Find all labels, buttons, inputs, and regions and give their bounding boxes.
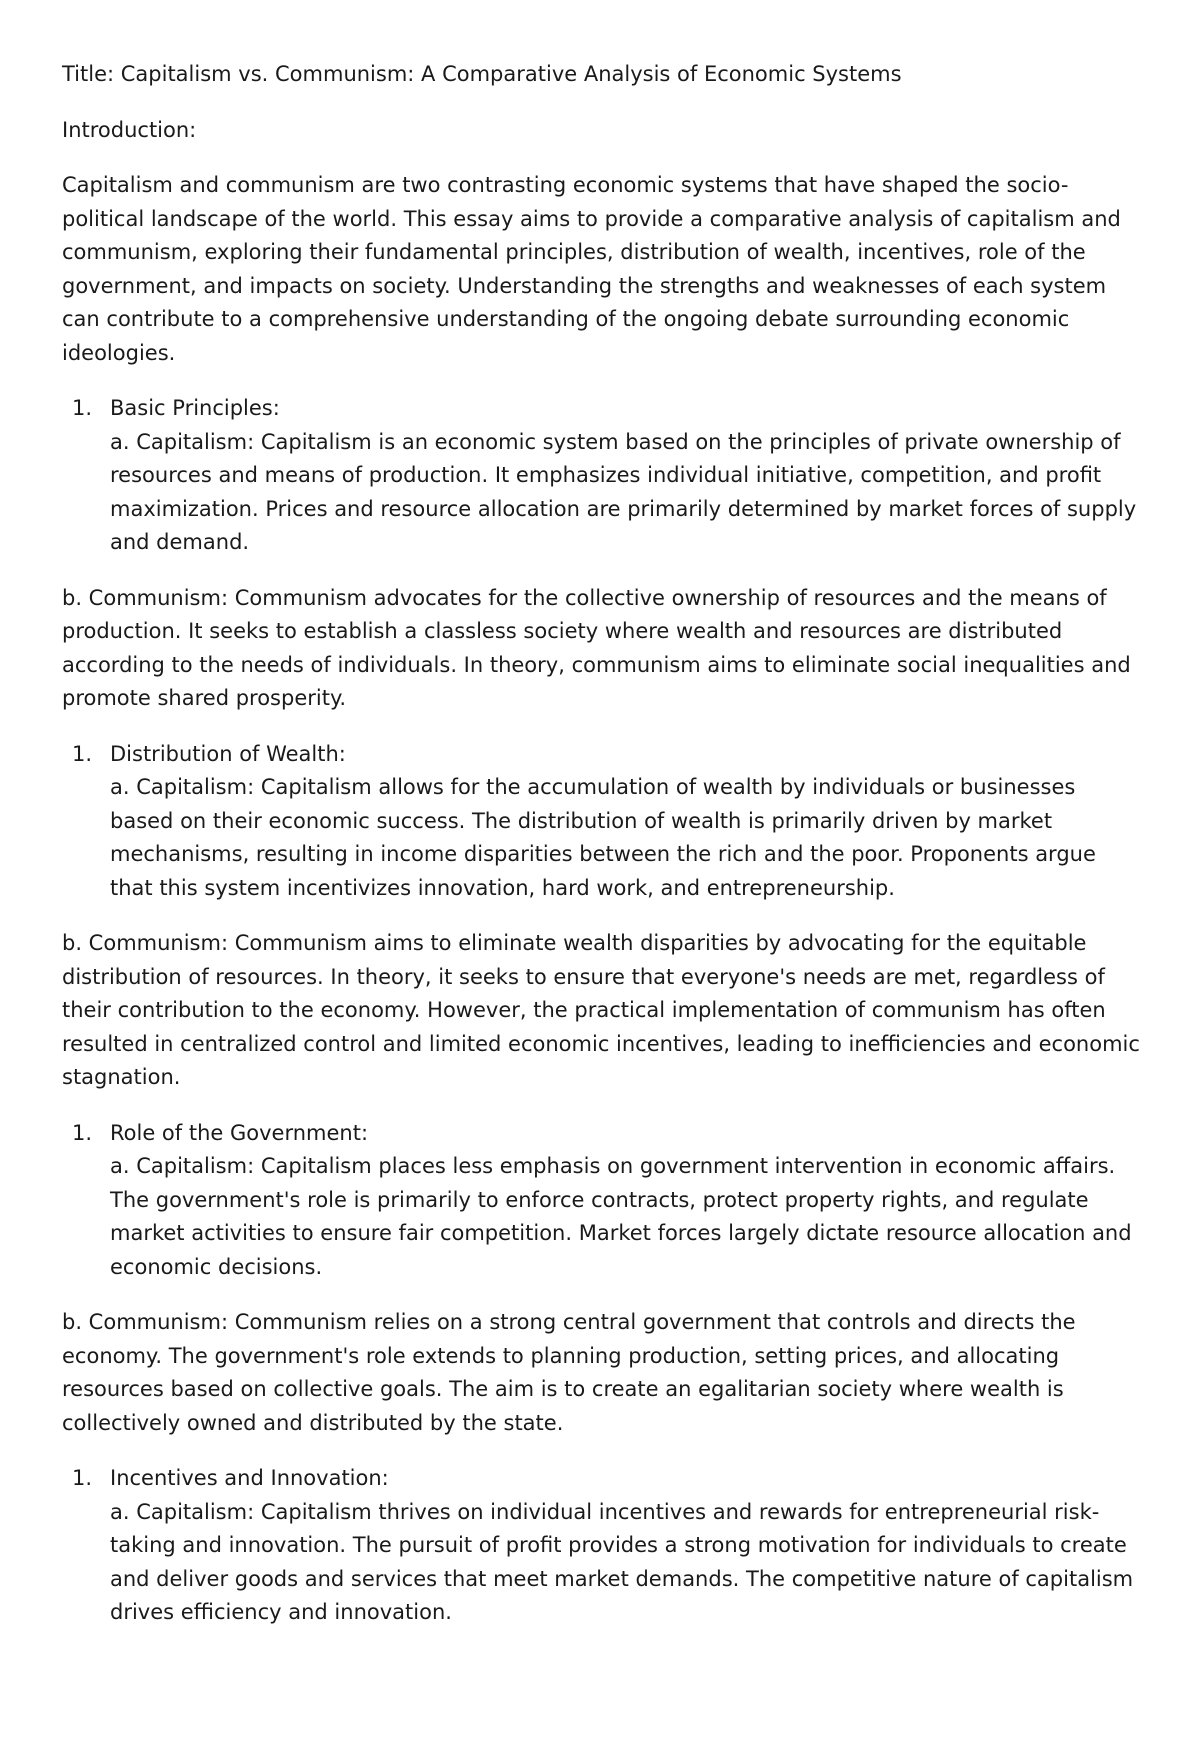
list-item-basic-principles	[62, 392, 1142, 560]
document-page	[62, 58, 1142, 1652]
list-item-role-of-government	[62, 1117, 1142, 1285]
communism-paragraph: b. Communism: Communism advocates for the collective ownership of resources and the means of production. It seeks to establish a classless society where wealth and resources are distributed according to the needs of individuals. In theory, communism aims to eliminate social inequalities and promote shared prosperity.	[62, 585, 1131, 710]
list-item-incentives-and-innovation	[62, 1462, 1142, 1630]
communism-paragraph: b. Communism: Communism relies on a strong central government that controls and directs the economy. The government's role extends to planning production, setting prices, and allocating resources based on collective goals. The aim is to create an egalitarian society where wealth is collectively owned and distributed by the state.	[62, 1310, 1076, 1435]
list-number: 1.	[72, 741, 93, 766]
section-heading: Role of the Government:	[110, 1120, 369, 1145]
intro-paragraph: Capitalism and communism are two contrasting economic systems that have shaped the socio-political landscape of the world. This essay aims to provide a comparative analysis of capitalism and communism, exploring their fundamental principles, distribution of wealth, incentives, role of the government, and impacts on society. Understanding the strengths and weaknesses of each system can contribute to a comprehensive understanding of the ongoing debate surrounding economic ideologies.	[62, 173, 1121, 365]
intro-heading: Introduction:	[62, 117, 197, 142]
list-number: 1.	[72, 1120, 93, 1145]
section-heading: Basic Principles:	[110, 396, 280, 420]
capitalism-paragraph: a. Capitalism: Capitalism thrives on individual incentives and rewards for entrepreneurial risk-taking and innovation. The pursuit of profit provides a strong motivation for individuals to create and deliver goods and services that meet market demands. The competitive nature of capitalism drives efficiency and innovation.	[110, 1499, 1134, 1624]
list-number: 1.	[72, 1466, 93, 1490]
communism-paragraph: b. Communism: Communism aims to eliminate wealth disparities by advocating for the equitable distribution of resources. In theory, it seeks to ensure that everyone's needs are met, regardless of their contribution to the economy. However, the practical implementation of communism has often resulted in centralized control and limited economic incentives, leading to inefficiencies and economic stagnation.	[62, 931, 1140, 1089]
capitalism-paragraph: a. Capitalism: Capitalism places less emphasis on government intervention in economic affairs. The government's role is primarily to enforce contracts, protect property rights, and regulate market activities to ensure fair competition. Market forces largely dictate resource allocation and economic decisions.	[110, 1154, 1132, 1279]
section-heading: Distribution of Wealth:	[110, 741, 346, 766]
section-heading: Incentives and Innovation:	[110, 1466, 389, 1490]
capitalism-paragraph: a. Capitalism: Capitalism allows for the accumulation of wealth by individuals or businesses based on their economic success. The distribution of wealth is primarily driven by market mechanisms, resulting in income disparities between the rich and the poor. Proponents argue that this system incentivizes innovation, hard work, and entrepreneurship.	[110, 775, 1096, 900]
list-number: 1.	[72, 396, 93, 420]
capitalism-paragraph: a. Capitalism: Capitalism is an economic system based on the principles of private ownership of resources and means of production. It emphasizes individual initiative, competition, and profit maximization. Prices and resource allocation are primarily determined by market forces of supply and demand.	[110, 429, 1137, 554]
list-item-distribution-of-wealth	[62, 738, 1142, 906]
document-title: Title: Capitalism vs. Communism: A Comparative Analysis of Economic Systems	[62, 62, 902, 86]
